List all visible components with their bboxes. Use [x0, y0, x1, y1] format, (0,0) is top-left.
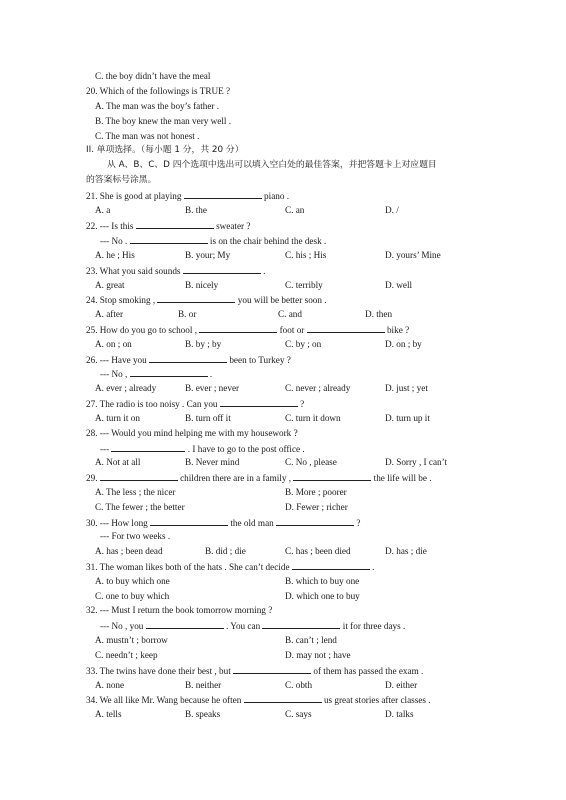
q31-option-c: C. one to buy which: [95, 591, 170, 601]
q30-option-a: A. has ; been dead: [95, 546, 163, 556]
q20-option-b: B. The boy knew the man very well .: [95, 116, 232, 126]
q21-option-d: D. /: [385, 205, 399, 215]
q30-stem: 30. --- How long the old man ?: [86, 518, 361, 528]
q22-option-d: D. yours’ Mine: [385, 250, 441, 260]
q25-option-c: C. by ; on: [285, 339, 322, 349]
q30-line2: --- For two weeks .: [100, 531, 171, 541]
answer-blank: [293, 471, 371, 481]
q31-option-a: A. to buy which one: [95, 576, 170, 586]
section-heading: II. 单项选择。（每小题 1 分，共 20 分）: [86, 145, 244, 155]
q32-option-d: D. may not ; have: [285, 650, 351, 660]
answer-blank: [149, 353, 227, 363]
answer-blank: [244, 693, 322, 703]
section-instruction-cont: 的答案标号涂黑。: [86, 175, 157, 185]
q25-option-d: D. on ; by: [385, 339, 422, 349]
q30-option-b: B. did ; die: [205, 546, 246, 556]
q34-option-a: A. tells: [95, 709, 122, 719]
answer-blank: [220, 397, 298, 407]
answer-blank: [146, 619, 224, 629]
q28-line2: --- . I have to go to the post office .: [100, 444, 305, 454]
q34-option-c: C. says: [285, 709, 312, 719]
q26-option-b: B. ever ; never: [185, 383, 240, 393]
q23-option-a: A. great: [95, 280, 125, 290]
q29-option-c: C. The fewer ; the better: [95, 502, 185, 512]
answer-blank: [150, 516, 228, 526]
answer-blank: [307, 323, 385, 333]
q24-option-d: D. then: [365, 309, 393, 319]
answer-blank: [183, 264, 261, 274]
q25-option-a: A. on ; on: [95, 339, 132, 349]
q28-option-b: B. Never mind: [185, 457, 240, 467]
q34-option-d: D. talks: [385, 709, 414, 719]
q32-option-c: C. needn’t ; keep: [95, 650, 158, 660]
q24-option-a: A. after: [95, 309, 124, 319]
q29-option-a: A. The less ; the nicer: [95, 487, 176, 497]
q27-option-d: D. turn up it: [385, 413, 430, 423]
q21-option-c: C. an: [285, 205, 305, 215]
q26-option-d: D. just ; yet: [385, 383, 428, 393]
q25-stem: 25. How do you go to school , foot or bike ?: [86, 325, 410, 335]
q29-option-b: B. More ; poorer: [285, 487, 347, 497]
answer-blank: [130, 234, 208, 244]
q28-option-c: C. No , please: [285, 457, 337, 467]
q31-stem: 31. The woman likes both of the hats . She can’t decide .: [86, 562, 375, 572]
q33-option-a: A. none: [95, 680, 125, 690]
q21-option-b: B. the: [185, 205, 207, 215]
answer-blank: [136, 219, 214, 229]
q31-option-b: B. which to buy one: [285, 576, 360, 586]
q24-stem: 24. Stop smoking , you will be better soon .: [86, 295, 327, 305]
q23-stem: 23. What you said sounds .: [86, 266, 266, 276]
q29-stem: 29. children there are in a family , the life will be .: [86, 473, 432, 483]
q23-option-d: D. well: [385, 280, 413, 290]
q34-option-b: B. speaks: [185, 709, 221, 719]
answer-blank: [111, 442, 185, 452]
answer-blank: [157, 293, 235, 303]
q27-option-b: B. turn off it: [185, 413, 231, 423]
q22-option-b: B. your; My: [185, 250, 231, 260]
q22-option-c: C. his ; His: [285, 250, 327, 260]
q27-option-a: A. turn it on: [95, 413, 140, 423]
q20-option-c: C. The man was not honest .: [95, 131, 200, 141]
q22-line2: --- No . is on the chair behind the desk .: [100, 236, 327, 246]
answer-blank: [100, 471, 178, 481]
q28-option-a: A. Not at all: [95, 457, 141, 467]
q26-option-a: A. ever ; already: [95, 383, 157, 393]
q28-stem: 28. --- Would you mind helping me with my housework ?: [86, 428, 298, 438]
q22-option-a: A. he ; His: [95, 250, 135, 260]
q26-line2: --- No , .: [100, 369, 213, 379]
q22-stem: 22. --- Is this sweater ?: [86, 221, 251, 231]
q33-option-d: D. either: [385, 680, 418, 690]
q28-option-d: D. Sorry , I can’t: [385, 457, 448, 467]
q26-stem: 26. --- Have you been to Turkey ?: [86, 355, 291, 365]
q20-option-a: A. The man was the boy’s father .: [95, 101, 220, 111]
answer-blank: [199, 323, 277, 333]
q31-option-d: D. which one to buy: [285, 591, 360, 601]
q27-stem: 27. The radio is too noisy . Can you ?: [86, 399, 305, 409]
section-instruction: 从 A、B、C、D 四个选项中选出可以填入空白处的最佳答案，并把答题卡上对应题目: [107, 160, 437, 170]
q29-option-d: D. Fewer ; richer: [285, 502, 348, 512]
answer-blank: [184, 189, 262, 199]
answer-blank: [292, 560, 370, 570]
q25-option-b: B. by ; by: [185, 339, 222, 349]
q23-option-c: C. terribly: [285, 280, 323, 290]
answer-blank: [262, 619, 340, 629]
q32-option-a: A. mustn’t ; borrow: [95, 635, 168, 645]
q27-option-c: C. turn it down: [285, 413, 341, 423]
q32-option-b: B. can’t ; lend: [285, 635, 337, 645]
q23-option-b: B. nicely: [185, 280, 219, 290]
q24-option-c: C. and: [278, 309, 302, 319]
q21-option-a: A. a: [95, 205, 111, 215]
q26-option-c: C. never ; already: [285, 383, 351, 393]
q32-stem: 32. --- Must I return the book tomorrow morning ?: [86, 605, 273, 615]
answer-blank: [276, 516, 354, 526]
q30-option-d: D. has ; die: [385, 546, 427, 556]
q30-option-c: C. has ; been died: [285, 546, 351, 556]
q33-option-c: C. obth: [285, 680, 313, 690]
q19-option-c: C. the boy didn’t have the meal: [95, 71, 211, 81]
q32-line2: --- No , you . You can it for three days .: [100, 621, 406, 631]
q33-stem: 33. The twins have done their best , but of them has passed the exam .: [86, 666, 424, 676]
q20-stem: 20. Which of the followings is TRUE ?: [86, 86, 231, 96]
q21-stem: 21. She is good at playing piano .: [86, 191, 290, 201]
q34-stem: 34. We all like Mr. Wang because he often us great stories after classes .: [86, 695, 431, 705]
q33-option-b: B. neither: [185, 680, 222, 690]
answer-blank: [130, 367, 208, 377]
answer-blank: [233, 664, 311, 674]
q24-option-b: B. or: [178, 309, 197, 319]
